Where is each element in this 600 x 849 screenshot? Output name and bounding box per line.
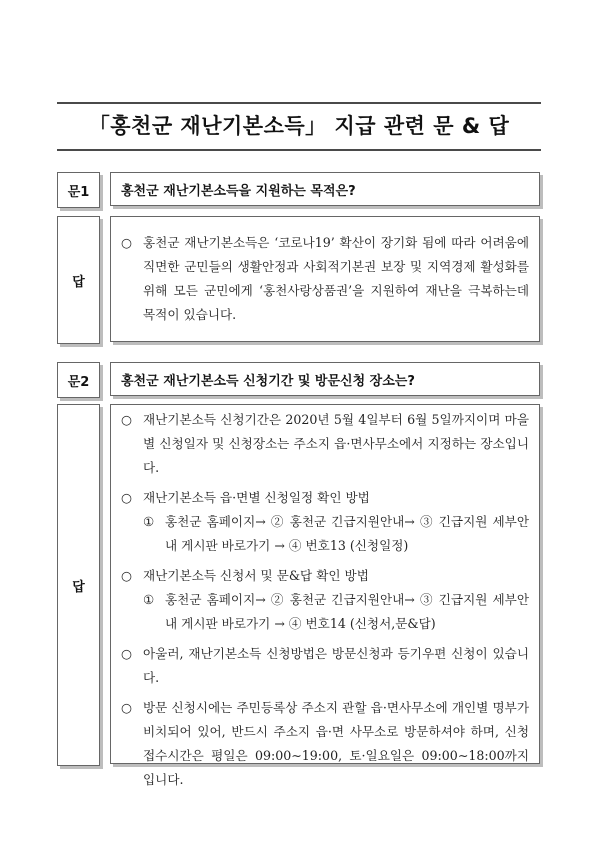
q2-label: 문2 xyxy=(57,362,100,398)
a2-item-4 xyxy=(121,642,529,690)
bullet-circle-icon: ○ xyxy=(121,412,132,427)
a2-item-3-sub-text: 홍천군 홈페이지→ ② 홍천군 긴급지원안내→ ③ 긴급지원 세부안내 게시판 바로가기 → ④ 번호14 (신청서,문&답) xyxy=(165,592,529,631)
bullet-circle-icon: ○ xyxy=(121,700,132,715)
a2-item-2-sub-text: 홍천군 홈페이지→ ② 홍천군 긴급지원안내→ ③ 긴급지원 세부안내 게시판 바로가기 → ④ 번호13 (신청일정) xyxy=(165,514,529,553)
a2-item-1 xyxy=(121,408,529,480)
q1-question: 홍천군 재난기본소득을 지원하는 목적은? xyxy=(110,172,540,206)
q2-question: 홍천군 재난기본소득 신청기간 및 방문신청 장소는? xyxy=(110,362,540,396)
bullet-circle-icon: ○ xyxy=(121,490,132,505)
q1-label: 문1 xyxy=(57,172,100,208)
bullet-circle-icon: ○ xyxy=(121,235,132,250)
a2-item-5 xyxy=(121,696,529,792)
a2-item-3-sub xyxy=(143,588,529,636)
a1-label: 답 xyxy=(57,216,100,344)
circled-number-one: ① xyxy=(143,592,155,607)
a1-item-1 xyxy=(121,231,529,327)
a2-item-2-text: 재난기본소득 읍·면별 신청일정 확인 방법 xyxy=(143,490,370,505)
a1-answer xyxy=(110,216,540,342)
circled-number-one: ① xyxy=(143,514,155,529)
a2-item-3 xyxy=(121,564,529,636)
a2-item-1-text: 재난기본소득 신청기간은 2020년 5월 4일부터 6월 5일까지이며 마을별 신청일자 및 신청장소는 주소지 읍·면사무소에서 지정하는 장소입니다. xyxy=(143,412,529,475)
a2-item-3-text: 재난기본소득 신청서 및 문&답 확인 방법 xyxy=(143,568,369,583)
a1-item-1-text: 홍천군 재난기본소득은 ‘코로나19’ 확산이 장기화 됨에 따라 어려움에 직면한 군민들의 생활안정과 사회적기본권 보장 및 지역경제 활성화를 위해 모든 군민에게 ‘홍천사랑상품권’을 지원하여 재난을 극복하는데 목적이 있습니다. xyxy=(143,235,529,322)
a2-item-4-text: 아울러, 재난기본소득 신청방법은 방문신청과 등기우편 신청이 있습니다. xyxy=(143,646,529,685)
page-title: 「홍천군 재난기본소득」 지급 관련 문 & 답 xyxy=(88,114,510,138)
title-rule-top xyxy=(57,102,541,104)
bullet-circle-icon: ○ xyxy=(121,568,132,583)
a2-label: 답 xyxy=(57,404,100,766)
bullet-circle-icon: ○ xyxy=(121,646,132,661)
a2-answer xyxy=(110,404,540,787)
title-rule-bottom xyxy=(57,149,541,151)
a2-item-2 xyxy=(121,486,529,558)
a2-item-5-text: 방문 신청시에는 주민등록상 주소지 관할 읍·면사무소에 개인별 명부가 비치되어 있어, 반드시 주소지 읍·면 사무소로 방문하셔야 하며, 신청 접수시간은 평일은 09:00∼19:00, 토·일요일은 09:00∼18:00까지 입니다. xyxy=(143,700,529,787)
a2-item-2-sub xyxy=(143,510,529,558)
